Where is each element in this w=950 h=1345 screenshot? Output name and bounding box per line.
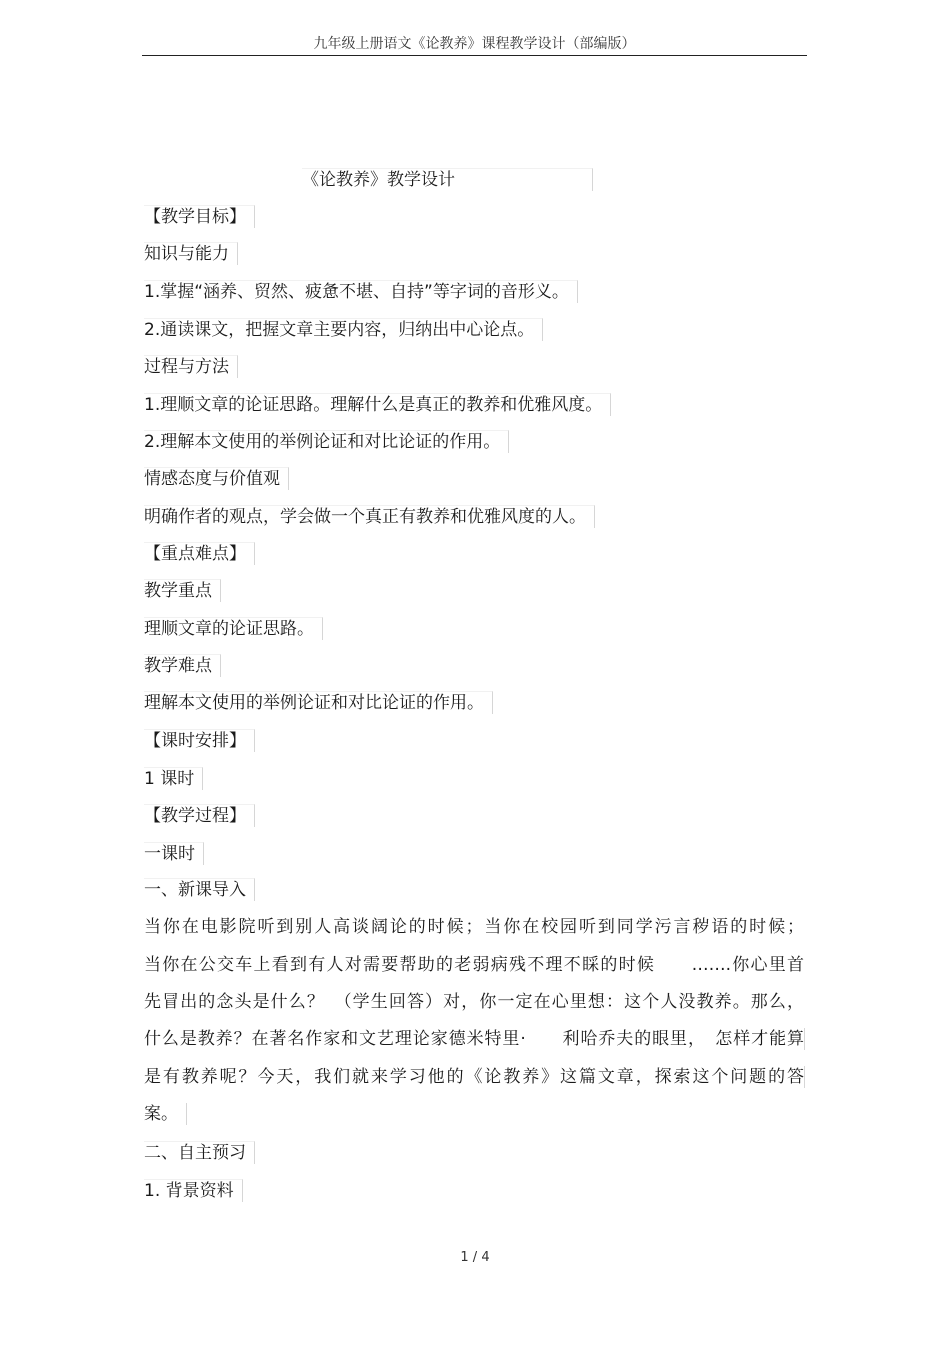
paragraph: 理顺文章的论证思路。 bbox=[144, 617, 323, 640]
list-item: 1. 背景资料 bbox=[144, 1179, 243, 1202]
section-heading-schedule: 【课时安排】 bbox=[144, 729, 255, 752]
paragraph-line: 什么是教养？在著名作家和文艺理论家德米特里· 利哈乔夫的眼里， 怎样才能算 bbox=[144, 1029, 804, 1049]
paragraph-line: 先冒出的念头是什么？ （学生回答）对，你一定在心里想：这个人没教养。那么， bbox=[144, 992, 804, 1012]
subheading-knowledge: 知识与能力 bbox=[144, 242, 238, 265]
paragraph-line: 当你在公交车上看到有人对需要帮助的老弱病残不理不睬的时候 …….你心里首 bbox=[144, 955, 804, 975]
paragraph: 一课时 bbox=[144, 842, 204, 865]
paragraph: 1 课时 bbox=[144, 767, 203, 790]
list-item: 2.理解本文使用的举例论证和对比论证的作用。 bbox=[144, 430, 509, 453]
section-heading-objectives: 【教学目标】 bbox=[144, 205, 255, 228]
subheading-intro: 一、新课导入 bbox=[144, 878, 255, 901]
paragraph-line: 是有教养呢？今天，我们就来学习他的《论教养》这篇文章，探索这个问题的答 bbox=[144, 1067, 804, 1087]
subheading-key: 教学重点 bbox=[144, 579, 221, 602]
list-item: 2.通读课文，把握文章主要内容，归纳出中心论点。 bbox=[144, 318, 543, 341]
running-header: 九年级上册语文《论教养》课程教学设计（部编版） bbox=[313, 36, 636, 52]
section-heading-keypoints: 【重点难点】 bbox=[144, 542, 255, 565]
paragraph-line: 当你在电影院听到别人高谈阔论的时候；当你在校园听到同学污言秽语的时候； bbox=[144, 917, 804, 937]
subheading-attitude: 情感态度与价值观 bbox=[144, 467, 289, 490]
subheading-preview: 二、自主预习 bbox=[144, 1141, 255, 1164]
header-rule bbox=[142, 55, 807, 56]
subheading-difficulty: 教学难点 bbox=[144, 654, 221, 677]
paragraph-line: 案。 bbox=[144, 1103, 187, 1125]
section-heading-process: 【教学过程】 bbox=[144, 804, 255, 827]
paragraph: 明确作者的观点，学会做一个真正有教养和优雅风度的人。 bbox=[144, 505, 595, 528]
document-title: 《论教养》教学设计 bbox=[302, 168, 593, 191]
list-item: 1.掌握“涵养、贸然、疲惫不堪、自持”等字词的音形义。 bbox=[144, 280, 578, 303]
subheading-process: 过程与方法 bbox=[144, 355, 238, 378]
list-item: 1.理顺文章的论证思路。理解什么是真正的教养和优雅风度。 bbox=[144, 393, 611, 416]
paragraph: 理解本文使用的举例论证和对比论证的作用。 bbox=[144, 691, 493, 714]
page-number: 1 / 4 bbox=[460, 1250, 490, 1265]
